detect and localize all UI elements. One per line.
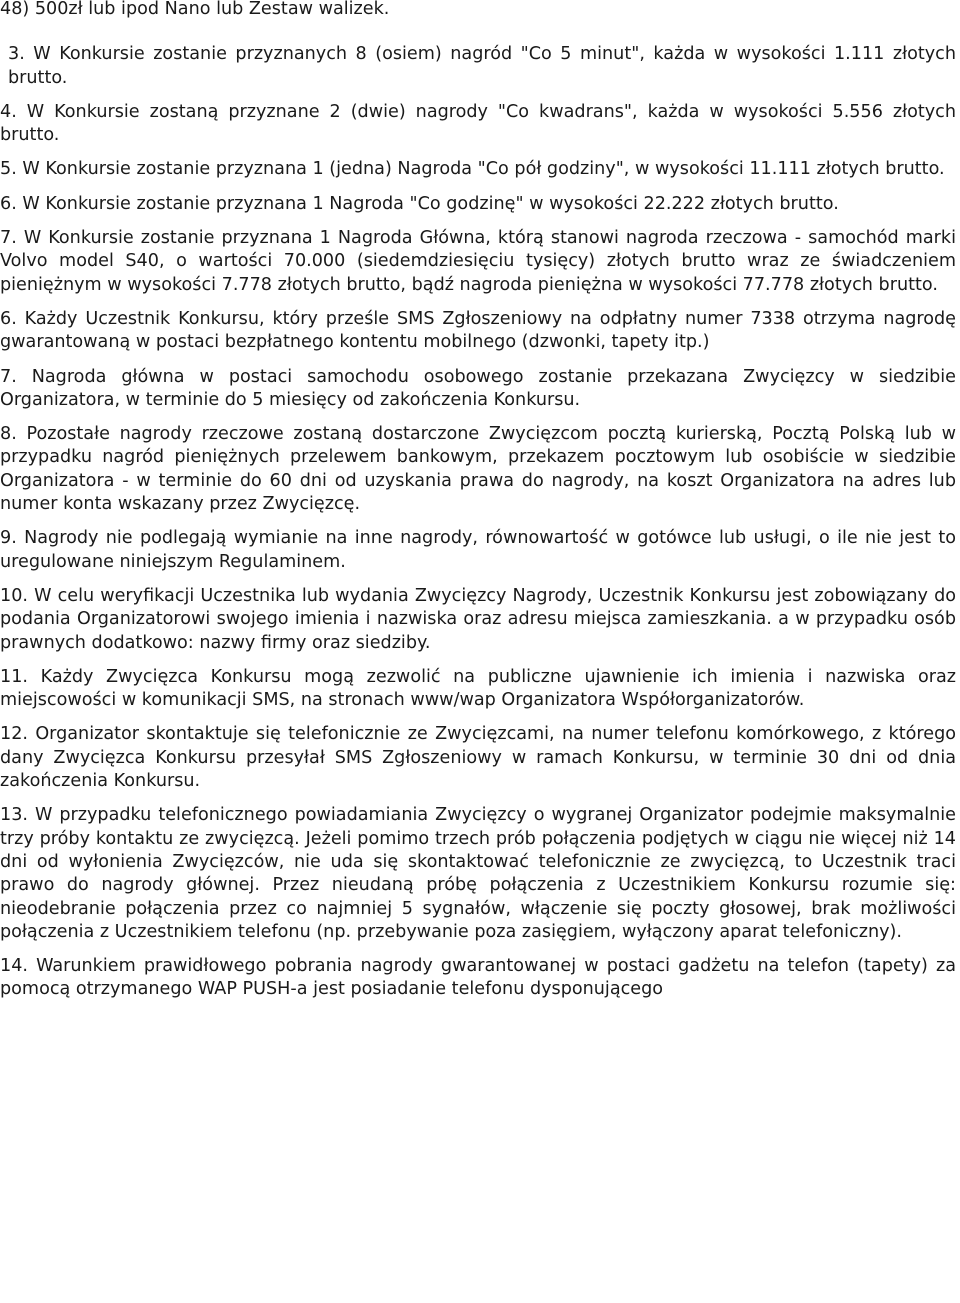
paragraph-11-publication-consent: 11. Każdy Zwycięzca Konkursu mogą zezwolić na publiczne ujawnienie ich imienia i nazwiska oraz miejscowości w komunikacji SMS, na stronach www/wap Organizatora Współorganizatorów.	[0, 666, 956, 711]
paragraph-4-quarter-hour-prizes: 4. W Konkursie zostaną przyznane 2 (dwie) nagrody "Co kwadrans", każda w wysokości 5.556 złotych brutto.	[0, 101, 956, 146]
paragraph-prize-48: 48) 500zł lub ipod Nano lub Zestaw walizek.	[0, 0, 390, 19]
paragraph-6-hourly-prize: 6. W Konkursie zostanie przyznana 1 Nagroda "Co godzinę" w wysokości 22.222 złotych brutto.	[0, 193, 839, 214]
paragraph-7-main-prize: 7. W Konkursie zostanie przyznana 1 Nagroda Główna, którą stanowi nagroda rzeczowa - samochód marki Volvo model S40, o wartości 70.000 (siedemdziesięciu tysięcy) złotych brutto wraz ze świadczeniem pieniężnym w wysokości 7.778 złotych brutto, bądź nagroda pieniężna w wysokości 77.778 złotych brutto.	[0, 228, 956, 295]
paragraph-8-other-prizes-delivery: 8. Pozostałe nagrody rzeczowe zostaną dostarczone Zwycięzcom pocztą kurierską, Pocztą Polską lub w przypadku nagród pieniężnych przelewem bankowym, przekazem pocztowym lub osobiście w siedzibie Organizatora - w terminie do 60 dni od uzyskania prawa do nagrody, na koszt Organizatora na adres lub numer konta wskazany przez Zwycięzcę.	[0, 424, 956, 515]
paragraph-12-contact: 12. Organizator skontaktuje się telefonicznie ze Zwycięzcami, na numer telefonu komórkowego, z którego dany Zwycięzca Konkursu przesyłał SMS Zgłoszeniowy w ramach Konkursu, w terminie 30 dni od dnia zakończenia Konkursu.	[0, 724, 956, 792]
paragraph-13-contact-attempts: 13. W przypadku telefonicznego powiadamiania Zwycięzcy o wygranej Organizator podejmie maksymalnie trzy próby kontaktu ze zwycięzcą. Jeżeli pomimo trzech prób połączenia podjętych w ciągu nie więcej niż 14 dni od wyłonienia Zwycięzców, nie uda się skontaktować telefonicznie ze zwycięzcą, to Uczestnik traci prawo do nagrody głównej. Przez nieudaną próbę połączenia z Uczestnikiem Konkursu rozumie się: nieodebranie połączenia przez co najmniej 5 sygnałów, włączenie się poczty głosowej, brak możliwości połączenia z Uczestnikiem telefonu (np. przebywanie poza zasięgiem, wyłączony aparat telefoniczny).	[0, 805, 956, 942]
paragraph-5-half-hour-prize: 5. W Konkursie zostanie przyznana 1 (jedna) Nagroda "Co pół godziny", w wysokości 11.111 złotych brutto.	[0, 159, 945, 180]
paragraph-7-main-prize-delivery: 7. Nagroda główna w postaci samochodu osobowego zostanie przekazana Zwycięzcy w siedzibie Organizatora, w terminie do 5 miesięcy od zakończenia Konkursu.	[0, 366, 956, 410]
paragraph-9-no-exchange: 9. Nagrody nie podlegają wymianie na inne nagrody, równowartość w gotówce lub usługi, o ile nie jest to uregulowane niniejszym Regulaminem.	[0, 528, 956, 572]
paragraph-3-five-minute-prizes: 3. W Konkursie zostanie przyznanych 8 (osiem) nagród "Co 5 minut", każda w wysokości 1.111 złotych brutto.	[8, 44, 956, 88]
paragraph-10-verification: 10. W celu weryfikacji Uczestnika lub wydania Zwycięzcy Nagrody, Uczestnik Konkursu jest zobowiązany do podania Organizatorowi swojego imienia i nazwiska oraz adresu miejsca zamieszkania. a w przypadku osób prawnych dodatkowo: nazwy firmy oraz siedziby.	[0, 585, 956, 653]
paragraph-14-wap-push: 14. Warunkiem prawidłowego pobrania nagrody gwarantowanej w postaci gadżetu na telefon (tapety) za pomocą otrzymanego WAP PUSH-a jest posiadanie telefonu dysponującego	[0, 956, 956, 1000]
paragraph-6-guaranteed-prize: 6. Każdy Uczestnik Konkursu, który prześle SMS Zgłoszeniowy na odpłatny numer 7338 otrzyma nagrodę gwarantowaną w postaci bezpłatnego kontentu mobilnego (dzwonki, tapety itp.)	[0, 308, 956, 353]
